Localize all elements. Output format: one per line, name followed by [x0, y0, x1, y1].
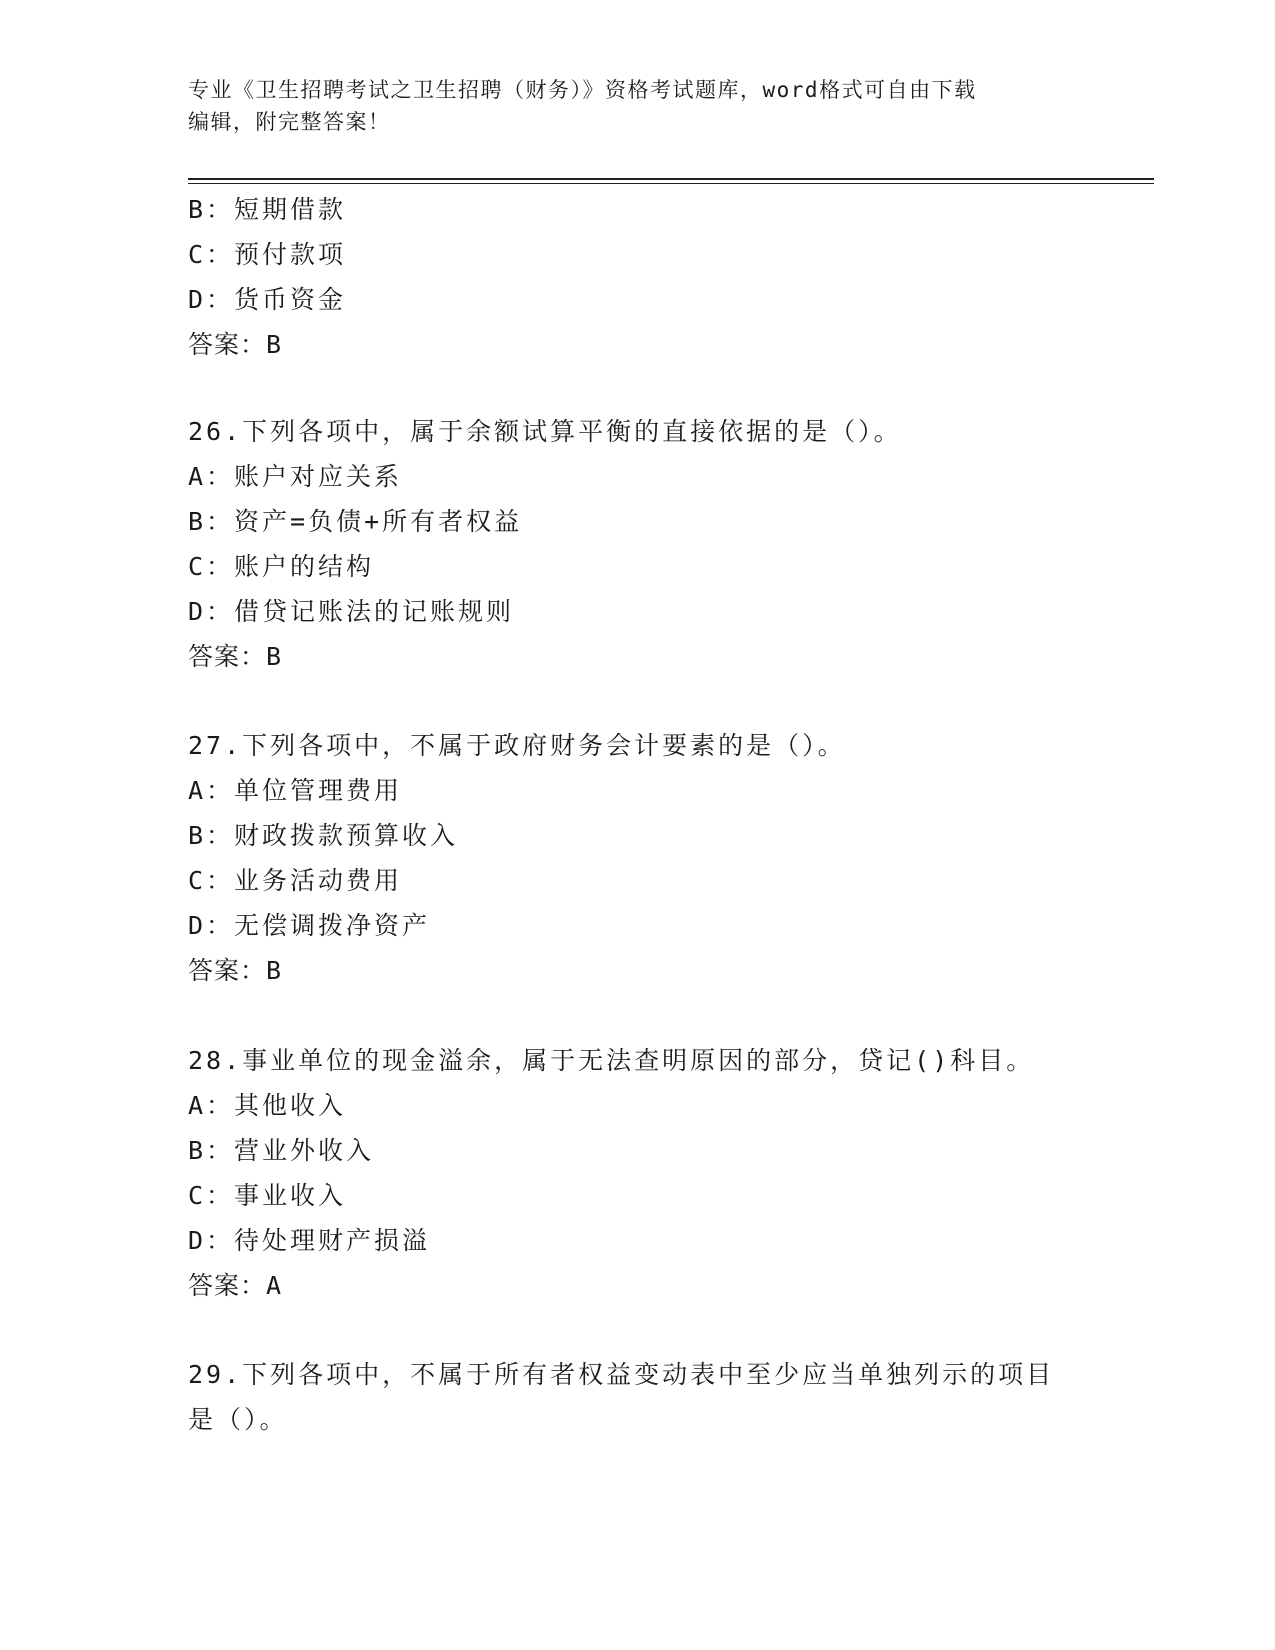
question-stem-line-1: 29.下列各项中，不属于所有者权益变动表中至少应当单独列示的项目: [188, 1360, 1055, 1389]
option-a: A：账户对应关系: [188, 462, 403, 491]
option-d: D：借贷记账法的记账规则: [188, 597, 515, 626]
option-a: A：单位管理费用: [188, 776, 403, 805]
document-header: [188, 74, 1068, 138]
option-a: A：其他收入: [188, 1091, 347, 1120]
question-stem: 28.事业单位的现金溢余，属于无法查明原因的部分，贷记()科目。: [188, 1046, 1035, 1075]
header-line-2: 编辑，附完整答案！: [188, 110, 391, 134]
question-stem: 27.下列各项中，不属于政府财务会计要素的是（）。: [188, 731, 846, 760]
question-stem: 26.下列各项中，属于余额试算平衡的直接依据的是（）。: [188, 417, 902, 446]
answer: 答案：B: [188, 330, 283, 359]
header-line-1: 专业《卫生招聘考试之卫生招聘（财务）》资格考试题库，word格式可自由下载: [188, 78, 977, 102]
option-b: B：短期借款: [188, 195, 347, 224]
option-c: C：事业收入: [188, 1181, 347, 1210]
answer: 答案：B: [188, 956, 283, 985]
option-b: B：资产=负债+所有者权益: [188, 507, 523, 536]
option-b: B：财政拨款预算收入: [188, 821, 459, 850]
header-rule-thin: [188, 183, 1154, 184]
option-c: C：账户的结构: [188, 552, 375, 581]
header-rule-thick: [188, 178, 1154, 180]
option-d: D：货币资金: [188, 285, 347, 314]
option-c: C：预付款项: [188, 240, 347, 269]
question-stem-line-2: 是（）。: [188, 1405, 288, 1434]
option-d: D：无偿调拨净资产: [188, 911, 431, 940]
option-c: C：业务活动费用: [188, 866, 403, 895]
option-d: D：待处理财产损溢: [188, 1226, 431, 1255]
answer: 答案：B: [188, 642, 283, 671]
answer: 答案：A: [188, 1271, 283, 1300]
option-b: B：营业外收入: [188, 1136, 375, 1165]
